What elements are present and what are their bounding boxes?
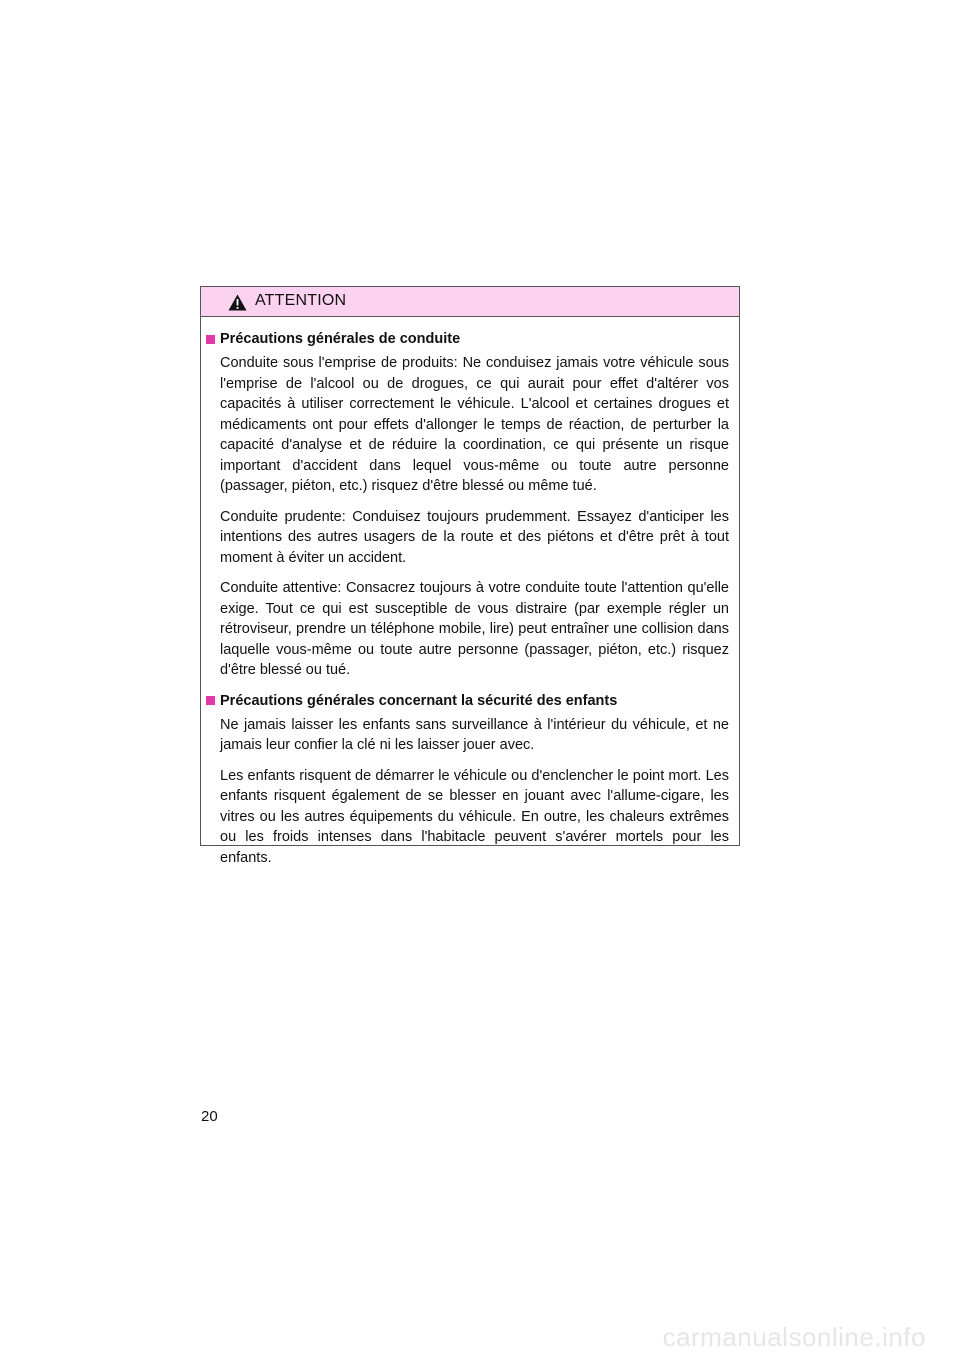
watermark: carmanualsonline.info: [662, 1322, 926, 1352]
section-heading-label: Précautions générales de conduite: [220, 331, 461, 347]
attention-box: [200, 286, 740, 866]
square-bullet-icon: [206, 335, 215, 344]
square-bullet-icon: [206, 696, 215, 705]
warning-triangle-icon: [228, 294, 247, 311]
paragraph-surveillance: Ne jamais laisser les enfants sans surveillance à l'intérieur du véhicule, et ne jamais leur confier la clé ni les laisser jouer avec.: [220, 716, 729, 753]
paragraph-prudente: Conduite prudente: Conduisez toujours prudemment. Essayez d'anticiper les intentions des autres usagers de la route et des piétons et d'être prêt à tout moment à éviter un accident.: [220, 508, 729, 566]
section-heading-conduite: [206, 329, 729, 349]
paragraph-emprise: Conduite sous l'emprise de produits: Ne conduisez jamais votre véhicule sous l'emprise de l'alcool ou de drogues, ce qui aurait pour effet d'altérer vos capacités à utiliser correctement le véhicule. L'alcool et certaines drogues et médicaments ont pour effets d'allonger le temps de réaction, de perturber la capacité d'analyse et de réduire la coordination, ce qui présente un risque important d'accident dans lequel vous-même ou toute autre personne (passager, piéton, etc.) risquez d'être blessé ou même tué.: [220, 355, 729, 494]
attention-header: [201, 287, 739, 317]
attention-body: [201, 317, 739, 868]
section-heading-enfants: [206, 691, 729, 711]
page-number: 20: [201, 1108, 218, 1125]
paragraph-risques-enfants: Les enfants risquent de démarrer le véhicule ou d'enclencher le point mort. Les enfants risquent également de se blesser en jouant avec l'allume-cigare, les vitres ou les autres équipements du véhicule. En outre, les chaleurs extrêmes ou les froids intenses dans l'habitacle peuvent s'avérer mortels pour les enfants.: [220, 767, 729, 866]
paragraph-attentive: Conduite attentive: Consacrez toujours à votre conduite toute l'attention qu'elle exige. Tout ce qui est susceptible de vous distraire (par exemple régler un rétroviseur, prendre un téléphone mobile, lire) peut entraîner une collision dans laquelle vous-même ou toute autre personne (passager, piéton, etc.) risquez d'être blessé ou tué.: [220, 580, 729, 678]
section-heading-label: Précautions générales concernant la sécurité des enfants: [220, 692, 618, 709]
attention-title: ATTENTION: [255, 292, 347, 309]
